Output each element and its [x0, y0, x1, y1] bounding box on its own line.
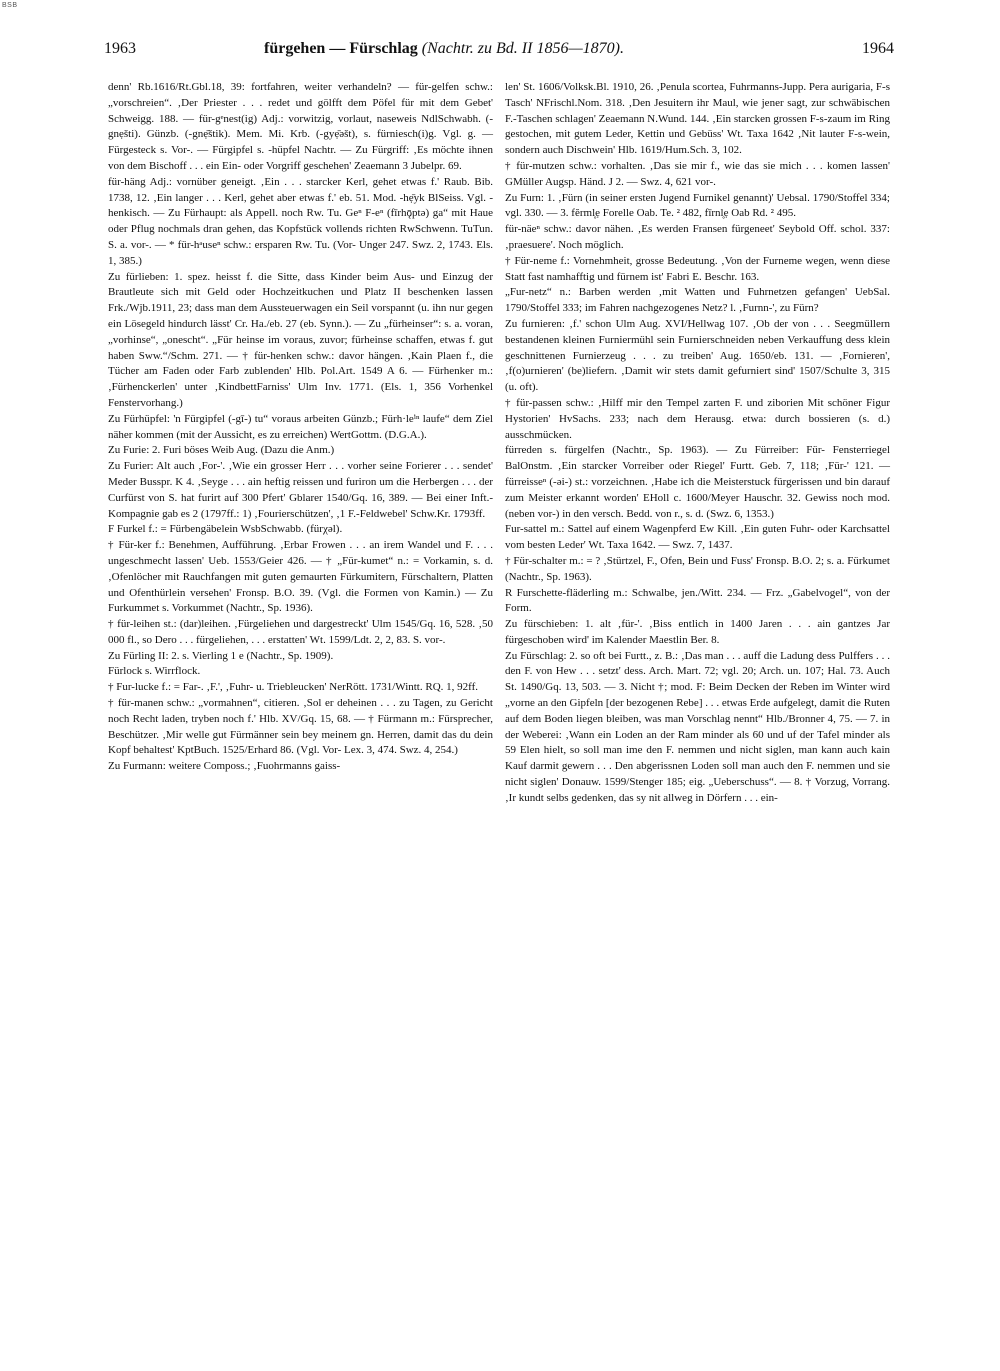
entry-paragraph: Zu Furier: Alt auch ‚For-'. ‚Wie ein grosser Herr . . . vorher seine Forierer . . . sendet' Meder Busspr. K 4. ‚Seyge . . . ain heftig reissen und furiron um die Herbergen . . . der Curfürst von S. hat furirt auf 300 Pfert' Gblarer 1540/Gq. 16, 389. — Bei einer Inft.-Kompagnie gab es 2 (1797ff.: 1) ‚Fourierschützen', ‚1 F.-Feldwebel' Schw.Kr. 1793ff. [108, 460, 493, 520]
entry-paragraph: † für-leihen st.: (dar)leihen. ‚Fürgeliehen und dargestreckt' Ulm 1545/Gq. 16, 528. ‚50 000 fl., so Dero . . . fürgeliehen, . . . erstatten' Wt. 1599/Ldt. 2, 2, 83. S. vor-. [108, 618, 493, 646]
entry-paragraph: Zu Fürschlag: 2. so oft bei Furtt., z. B.: ‚Das man . . . auff die Ladung dess Pulffers . . . den F. von Hew . . . setzt' dess. Arch. Mart. 72; vgl. 20; Arch. un. 107; Hal. 73. Auch St. 1490/Gq. 13, 503. — 3. Nicht †; mod. F: Beim Decken der Reben im Winter wird „vorne an den Gipfeln [der bezogenen Rebe] . . . etwas Erde aufgelegt, damit die Ruten auf dem Boden liegen bleiben, was man Vorschlag nennt“ Hlb./Bronner 4, 75. — 7. in der Weberei: ‚Wann ein Loden an der Ram minder als 60 und uf der Tafel minder als 59 Elen hielt, so soll man ime den F. nemmen und nicht siglen, man kann auch kain Kauf darmit gewern . . . Den abgerissnen Loden soll man auch den F. nemmen und sie nicht siglen' Donauw. 1599/Stenger 185; eig. „Ueberschuss“. — 8. † Vorzug, Vorrang. ‚Ir kundt selbs gedenken, das sy nit allweg in Dörfern . . . ein- [505, 649, 890, 804]
running-title-sub: (Nachtr. zu Bd. II 1856—1870). [421, 40, 624, 57]
entry-paragraph: † Für-neme f.: Vornehmheit, grosse Bedeutung. ‚Von der Furneme wegen, wenn diese Statt fast namhafftig und fürnem ist' Fabri E. Beschr. 163. [505, 254, 890, 283]
entry-paragraph: R Furschette-fläderling m.: Schwalbe, jen./Witt. 234. — Frz. „Gabelvogel“, von der Form. [505, 586, 890, 615]
entry-paragraph: Fürlock s. Wirrflock. [108, 665, 201, 678]
entry-paragraph: Zu Furie: 2. Furi böses Weib Aug. (Dazu die Anm.) [108, 444, 335, 457]
entry-paragraph: † für-passen schw.: ‚Hilff mir den Tempel zarten F. und ziborien Mit schöner Figur Hystorien' HvSachs. 233; nach dem Herausg. etwa: durch bossieren (s. d.) ausschmücken. [505, 396, 890, 441]
entry-paragraph: für-häng Adj.: vornüber geneigt. ‚Ein . . . starcker Kerl, gehet etwas f.' Raub. Bib. 1738, 12. ‚Ein langer . . . Kerl, gehet aber etwas f.' eb. 51. Mod. -hẹ̄yk BlSeiss. Vgl. -henkisch. — Zu Fürhaupt: als Appell. noch Rw. Tu. Geⁿ F-eⁿ (fīrhǭptə) ga“ mit Haue oder Pflug nochmals dran gehen, das Kopfstück vollends richten RwSchwenn. TuTun. S. a. vor-. — * für-hᵃuseⁿ schw.: ersparen Rw. Tu. (Vor- Unger 247. Swz. 2, 1743. Els. 1, 385.) [108, 175, 493, 267]
entry-paragraph: † Für-schalter m.: = ? ‚Stürtzel, F., Ofen, Bein und Fuss' Fronsp. B.O. 2; s. a. Fürkumet (Nachtr., Sp. 1963). [505, 554, 890, 583]
entry-paragraph: Zu furnieren: ‚f.' schon Ulm Aug. XVI/Hellwag 107. ‚Ob der von . . . Seegmüllern bestandenen kleinen Furniermühl sein Furnierschneiden neben Verkauffung dess klein geschnittenen Furnierzeug . . . zu treiben' Aug. 1650/eb. 131. — ‚Fornieren', ‚f(o)urnieren' (be)liefern. ‚Damit wir stets damit gefurniert sind' 1507/Schulte 3, 315 (u. oft). [505, 317, 890, 394]
entry-paragraph: † für-manen schw.: „vormahnen“, citieren. ‚Sol er deheinen . . . zu Tagen, zu Gericht noch Recht laden, tryben noch f.' Hlb. XV/Gq. 15, 68. — † Fürmann m.: Fürsprecher, Beschützer. ‚Mir welle gut Fürmänner sein bey meinem gn. Herren, damit das du dein Kopf behaltest' KptBuch. 1525/Erhard 86. (Vgl. Vor- Lex. 3, 474. Swz. 4, 254.) [108, 697, 493, 757]
library-stamp: BSB [2, 2, 18, 9]
entry-paragraph: Fur-sattel m.: Sattel auf einem Wagenpferd Ew Kill. ‚Ein guten Fuhr- oder Karchsattel vom besten Leder' Wt. Taxa 1642. — Swz. 7, 1437. [505, 523, 890, 552]
entry-paragraph: Zu Fürhüpfel: 'n Fürgipfel (-gī-) tu“ voraus arbeiten Günzb.; Fürh·leⁱⁿ laufe“ dem Ziel näher kommen (mit der Aussicht, es zu erreichen) WertGottm. (D.G.A.). [108, 412, 493, 441]
entry-paragraph: Zu Furn: 1. ‚Fürn (in seiner ersten Jugend Furnikel genannt)' Uebsal. 1790/Stoffel 334; vgl. 330. — 3. fĕrml̥ẹ Forelle Oab. Te. ² 482, fīrnl̥ẹ Oab Rd. ² 495. [505, 191, 890, 220]
right-column-number: 1964 [862, 40, 894, 57]
entry-paragraph: F Furkel f.: = Fürbengäbelein WsbSchwabb. (fürχəl). [108, 523, 343, 536]
left-column-number: 1963 [104, 40, 136, 57]
entry-paragraph: len' St. 1606/Volksk.Bl. 1910, 26. ‚Penula scortea, Fuhrmanns-Jupp. Pera aurigaria, F-s Tasch' NFrischl.Nom. 318. ‚Den Jesuitern ihr Maul, wie jener sagt, zur schwäbischen F.-Taschen schlagen' Zeaemann N.Wund. 144. ‚Ein starcken grossen F-s-zaum im Ring gestochen, mit gutem Leder, Kettin und Gebüss' Wt. Taxa 1642 ‚Nit lauter F-s-wein, sondern auch Dischwein' Hlb. 1619/Hum.Sch. 3, 102. [505, 81, 890, 157]
page-header [104, 40, 894, 62]
entry-paragraph: Zu fürschieben: 1. alt ‚für-'. ‚Biss entlich in 1400 Jaren . . . ain gantzes Jar fürgeschoben wird' im Kalender Maestlin Ber. 8. [505, 618, 890, 646]
entry-paragraph: Zu fürlieben: 1. spez. heisst f. die Sitte, dass Kinder beim Aus- und Einzug der Brautleute sich mit Geld oder Hochzeitkuchen und Platz II beschenken lassen Frk./Wjb.1911, 23; dass man dem Aussteuerwagen ein Seil vorspannt (u. ihn nur gegen ein Lösegeld hindurch lässt' Cr. Ha./eb. 27 (eb. Synn.). — Zu „fürheinser“: s. a. voran, „vorhinse“, „onescht“. „Für heinse im voraus, zuvor; fürheinse schaffen, etwas f. gut haben Sww.“/Schm. 271. — † für-henken schw.: davor hängen. ‚Kain Plaen f., die Tücher am Faden oder Farb zublenden' Hlb. Pol.Art. 1549 A 6. — Fürhenker m.: ‚Fürhenckerlen' unter ‚KindbettFarniss' Ulm Inv. 1771. (Els. 1, 356 Vorhenkel Fenstervorhang.) [108, 270, 493, 409]
right-text-column [505, 80, 890, 807]
entry-paragraph: † Für-ker f.: Benehmen, Aufführung. ‚Erbar Frowen . . . an irem Wandel und F. . . . ungeschmecht lassen' Ueb. 1553/Geier 426. — † „Für-kumet“ n.: = Vorkamin, s. d. ‚Ofenlöcher mit Rauchfangen mit guten gemaurten Fürkumitern, Fürschaltern, Platten und Ofenthürlein versehen' Fronsp. B.O. 39. (Vgl. die Formen von Kamin.) — Zu Furkummet s. Vorkummet (Nachtr., Sp. 1936). [108, 539, 493, 615]
entry-paragraph: fürreden s. fürgelfen (Nachtr., Sp. 1963). — Zu Fürreiber: Für- Fensterriegel BalOnstm. ‚Ein starcker Vorreiber oder Riegel' Furtt. Geb. 7, 118; ‚Für-' 121. — fürreisseⁿ (-əi-) st.: vorzeichnen. ‚Habe ich die Meisterstuck fürgerissen und bin darauf zum Meister erkannt worden' EHoll c. 1600/Meyer Hauschr. 32. Gewiss noch mod. (neben vor-) in den versch. Bedd. von r., s. d. (Swz. 6, 1353.) [505, 444, 890, 520]
entry-paragraph: denn' Rb.1616/Rt.Gbl.18, 39: fortfahren, weiter verhandeln? — für-gelfen schw.: „vorschreien“. ‚Der Priester . . . redet und gölfft dem Pöfel für mit dem Gebet' Schweigg. 188. — für-gᵉnest(ig) Adj.: vorwitzig, vorlaut, naseweis NdlSchwabh. (-gnẹšti). Günzb. (-gnẹ̄štik). Mem. Mi. Krb. (-gyẹ̄əšt), s. fürniesch(i)g. Vgl. g. — Fürgesteck s. Vor-. — Fürgipfel s. -hüpfel Nachtr. — Zu Fürgriff: ‚Es möchte ihnen von dem Bischoff . . . ein Ein- oder Vorgriff geschehen' Zeaemann 3 Jubelpr. 69. [108, 81, 493, 172]
entry-paragraph: Zu Fürling II: 2. s. Vierling 1 e (Nachtr., Sp. 1909). [108, 649, 334, 662]
running-title-main: fürgehen — Fürschlag [264, 40, 418, 57]
entry-paragraph: † Fur-lucke f.: = Far-. ‚F.', ‚Fuhr- u. Triebleucken' NerRött. 1731/Wintt. RQ. 1, 92ff. [108, 681, 479, 694]
entry-paragraph: † für-mutzen schw.: vorhalten. ‚Das sie mir f., wie das sie mich . . . komen lassen' GMüller Augsp. Händ. J 2. — Swz. 4, 621 vor-. [505, 159, 890, 188]
left-text-column [108, 80, 493, 775]
entry-paragraph: für-näeⁿ schw.: davor nähen. ‚Es werden Fransen fürgeneet' Seybold Off. schol. 337: ‚praesuere'. Noch möglich. [505, 223, 890, 251]
entry-paragraph: Zu Furmann: weitere Composs.; ‚Fuohrmanns gaiss- [108, 760, 341, 773]
entry-paragraph: „Fur-netz“ n.: Barben werden ‚mit Watten und Fuhrnetzen gefangen' UebSal. 1790/Stoffel 333; im Fahren nachgezogenes Netz? l. ‚Furnn-', zu Fürn? [505, 286, 890, 315]
running-title [264, 40, 624, 58]
